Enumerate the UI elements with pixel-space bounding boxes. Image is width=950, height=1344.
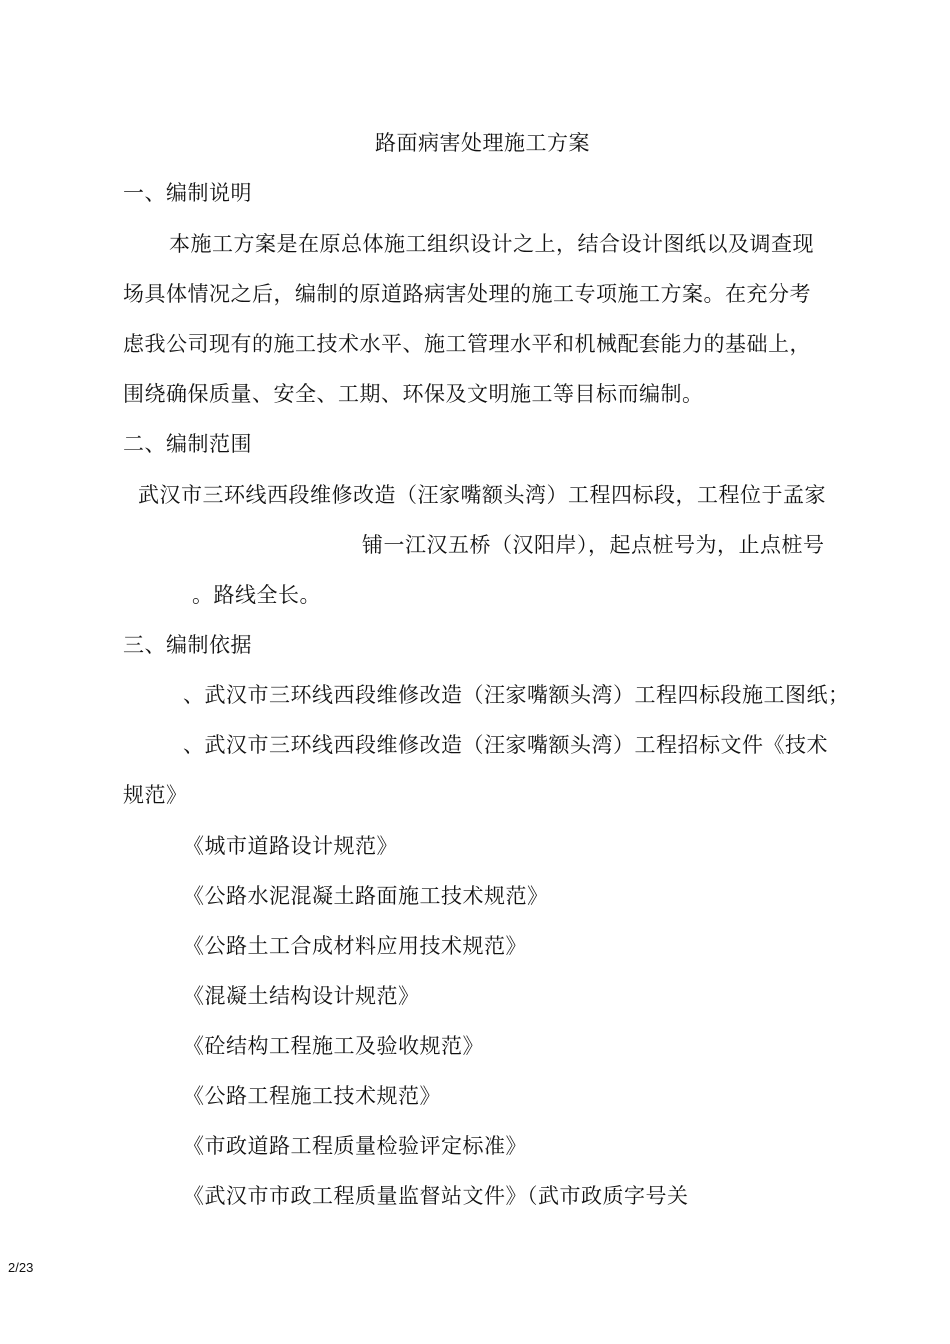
reference-item: 《武汉市市政工程质量监督站文件》（武市政质字号关 — [183, 1184, 689, 1208]
paragraph-line: 本施工方案是在原总体施工组织设计之上，结合设计图纸以及调查现 — [169, 232, 814, 256]
reference-item: 、武汉市三环线西段维修改造（汪家嘴额头湾）工程四标段施工图纸； — [183, 683, 850, 707]
paragraph-line: 场具体情况之后，编制的原道路病害处理的施工专项施工方案。在充分考 — [123, 282, 811, 306]
paragraph-line: 武汉市三环线西段维修改造（汪家嘴额头湾）工程四标段，工程位于孟家 — [138, 483, 826, 507]
section-heading-1: 一、编制说明 — [123, 181, 252, 205]
document-title: 路面病害处理施工方案 — [375, 131, 590, 155]
paragraph-line: 铺一江汉五桥（汉阳岸），起点桩号为，止点桩号 — [362, 533, 825, 557]
reference-item: 、武汉市三环线西段维修改造（汪家嘴额头湾）工程招标文件《技术 — [183, 733, 828, 757]
paragraph-line: 虑我公司现有的施工技术水平、施工管理水平和机械配套能力的基础上， — [123, 332, 811, 356]
reference-item: 《公路土工合成材料应用技术规范》 — [183, 934, 527, 958]
reference-item: 《市政道路工程质量检验评定标准》 — [183, 1134, 527, 1158]
reference-item: 《公路水泥混凝土路面施工技术规范》 — [183, 884, 549, 908]
section-heading-3: 三、编制依据 — [123, 633, 252, 657]
reference-item: 《混凝土结构设计规范》 — [183, 984, 420, 1008]
paragraph-line: 。路线全长。 — [192, 583, 321, 607]
reference-item-continued: 规范》 — [123, 783, 188, 807]
reference-item: 《城市道路设计规范》 — [183, 834, 398, 858]
reference-item: 《砼结构工程施工及验收规范》 — [183, 1034, 484, 1058]
page-number: 2/23 — [8, 1260, 34, 1275]
paragraph-line: 围绕确保质量、安全、工期、环保及文明施工等目标而编制。 — [123, 382, 704, 406]
section-heading-2: 二、编制范围 — [123, 432, 252, 456]
reference-item: 《公路工程施工技术规范》 — [183, 1084, 441, 1108]
